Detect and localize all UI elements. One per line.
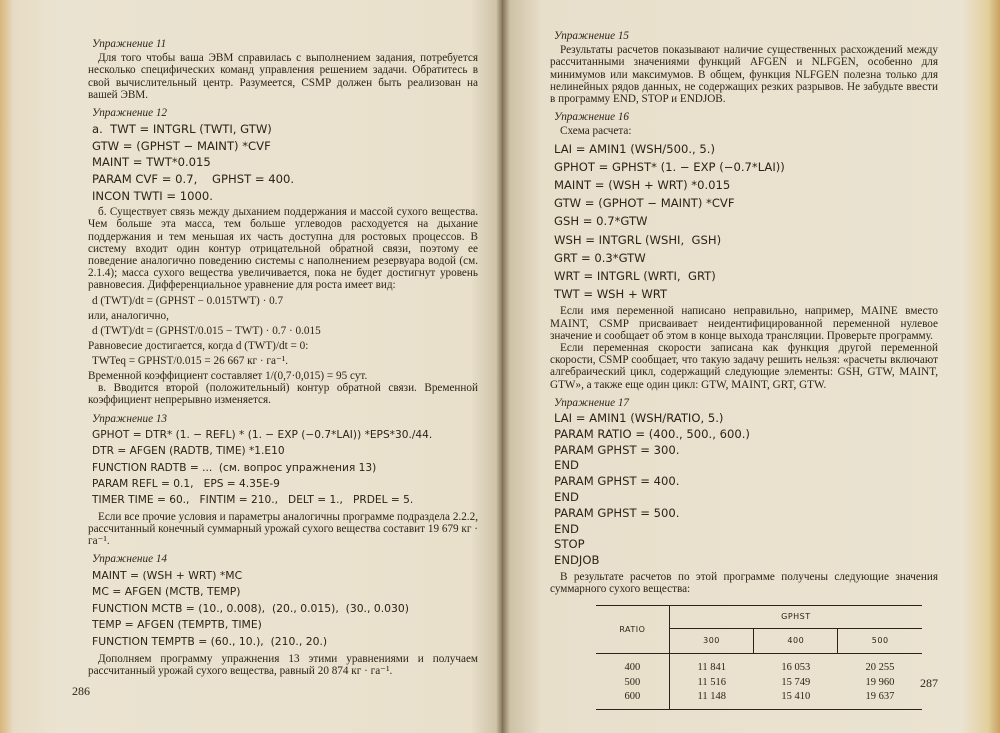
- exercise-17-heading: Упражнение 17: [554, 396, 630, 409]
- exercise-12-text-b: б. Существует связь между дыханием поддержания и массой сухого вещества. Чем больше эта масса, тем больше углеводов расходуется на дыхание поддержания и тем меньшая их часть доступна для ростовых процессов. В систему входит один контур отрицательной обратной связи, поэтому ее поведение аналогично поведению системы с наполнением резервуара водой (см. 2.1.4); масса сухого вещества увеличивается, пока не будет достигнут уровень равновесия. Дифференциальное уравнение для роста имеет вид:: [88, 206, 478, 292]
- table-row: [596, 690, 922, 710]
- code-line: TWT = WSH + WRT: [554, 287, 668, 302]
- code-line: FUNCTION MCTB = (10., 0.008), (20., 0.015), (30., 0.030): [92, 601, 409, 615]
- table-cell: 15 749: [781, 676, 811, 688]
- text-similarly: или, аналогично,: [88, 309, 169, 322]
- exercise-13-code: [92, 427, 478, 509]
- exercise-15-text: Результаты расчетов показывают наличие существенных расхождений между рассчитанными значениями функций AFGEN и NLFGEN, особенно для минимумов или максимумов. В общем, функция NLFGEN полезна только для нелинейных рядов данных, не содержащих резких разрывов. Не забудьте ввести в программу END, STOP и ENDJOB.: [550, 44, 938, 106]
- exercise-17-code: [554, 411, 938, 569]
- table-header-gphst: GPHST: [669, 606, 922, 629]
- code-line: FUNCTION RADTB = ... (см. вопрос упражнения 13): [92, 461, 377, 474]
- code-line: LAI = AMIN1 (WSH/RATIO, 5.): [554, 411, 724, 426]
- code-line: ENDJOB: [554, 553, 600, 568]
- right-page-content: [550, 30, 938, 710]
- table-cell: 11 148: [669, 690, 753, 710]
- code-line: DTR = AFGEN (RADTB, TIME) *1.E10: [92, 445, 285, 458]
- exercise-13-text: Если все прочие условия и параметры аналогичны программе подраздела 2.2.2, рассчитанный конечный суммарный урожай сухого вещества составит 19 679 кг · га⁻¹.: [88, 510, 478, 548]
- table-cell-ratio: 400: [624, 662, 641, 674]
- right-page: [502, 0, 1000, 733]
- code-line: STOP: [554, 537, 585, 552]
- table-cell: 11 516: [669, 676, 753, 690]
- exercise-16-intro: Схема расчета:: [560, 125, 632, 138]
- code-line: MAINT = (WSH + WRT) *MC: [92, 568, 243, 582]
- code-line: INCON TWTI = 1000.: [92, 188, 213, 203]
- exercise-15-heading: Упражнение 15: [554, 30, 630, 42]
- exercise-12-code: [92, 121, 478, 204]
- code-line: PARAM GPHST = 500.: [554, 505, 680, 520]
- code-line: PARAM RATIO = (400., 500., 600.): [554, 426, 750, 441]
- code-line: WRT = INTGRL (WRTI, GRT): [554, 269, 716, 284]
- code-line: FUNCTION TEMPTB = (60., 10.), (210., 20.): [92, 635, 328, 649]
- table-cell: 11 841: [669, 654, 753, 676]
- code-line: END: [554, 458, 579, 473]
- code-line: GPHOT = DTR* (1. − REFL) * (1. − EXP (−0.7*LAI)) *EPS*30./44.: [92, 428, 433, 441]
- exercise-16-code: [554, 140, 938, 304]
- table-col-300: 300: [669, 629, 753, 654]
- text-equilibrium: Равновесие достигается, когда d (TWT)/dt = 0:: [88, 339, 309, 352]
- code-line: TIMER TIME = 60., FINTIM = 210., DELT = 1., PRDEL = 5.: [92, 494, 414, 507]
- code-line: а. TWT = INTGRL (TWTI, GTW): [92, 122, 272, 137]
- exercise-11-text: Для того чтобы ваша ЭВМ справилась с выполнением задания, потребуется несколько специфических команд управления решением задачи. Обратитесь в свой вычислительный центр. Разумеется, CSMP должен быть реализован на вашей ЭВМ.: [88, 52, 478, 101]
- formula-growth-1: d (TWT)/dt = (GPHST − 0.015TWT) · 0.7: [92, 294, 284, 307]
- exercise-12-text-c: в. Вводится второй (положительный) контур обратной связи. Временной коэффициент непрерывно изменяется.: [88, 382, 478, 407]
- code-line: GTW = (GPHOT − MAINT) *CVF: [554, 196, 735, 211]
- results-table: [596, 605, 922, 710]
- code-line: MAINT = (WSH + WRT) *0.015: [554, 178, 731, 193]
- code-line: PARAM GPHST = 300.: [554, 442, 680, 457]
- exercise-12-heading: Упражнение 12: [92, 107, 168, 120]
- formula-equilibrium: TWTeq = GPHST/0.015 = 26 667 кг · га⁻¹.: [92, 355, 289, 368]
- code-line: TEMP = AFGEN (TEMPTB, TIME): [92, 618, 262, 632]
- formula-growth-2: d (TWT)/dt = (GPHST/0.015 − TWT) · 0.7 · 0.015: [92, 324, 321, 337]
- exercise-11-heading: Упражнение 11: [92, 38, 167, 50]
- table-header-ratio: RATIO: [596, 606, 669, 654]
- code-line: MAINT = TWT*0.015: [92, 155, 211, 170]
- code-line: MC = AFGEN (MCTB, TEMP): [92, 585, 241, 599]
- table-cell: 20 255: [865, 662, 895, 674]
- table-row: [596, 676, 922, 690]
- code-line: GRT = 0.3*GTW: [554, 250, 646, 265]
- exercise-16-text-2: Если переменная скорости записана как функция другой переменной скорости, CSMP сообщает, что такую задачу решить нельзя: «расчеты включают алгебраический цикл, содержащий следующие элементы: GSH, GTW, MAINT, GTW», а также еще один цикл: GTW, MAINT, GRT, GTW.: [550, 342, 938, 391]
- code-line: PARAM GPHST = 400.: [554, 474, 680, 489]
- code-line: LAI = AMIN1 (WSH/500., 5.): [554, 141, 715, 156]
- table-col-400: 400: [754, 629, 838, 654]
- code-line: WSH = INTGRL (WSHI, GSH): [554, 232, 722, 247]
- exercise-14-code: [92, 568, 478, 651]
- table-cell-ratio: 600: [624, 690, 641, 702]
- code-line: PARAM CVF = 0.7, GPHST = 400.: [92, 172, 295, 186]
- code-line: GTW = (GPHST − MAINT) *CVF: [92, 138, 271, 153]
- exercise-16-text-1: Если имя переменной написано неправильно, например, MAINE вместо MAINT, CSMP присваивает неидентифицированной переменной нулевое значение и сообщает об этом в конце выхода трансляции. Проверьте программу.: [550, 305, 938, 342]
- table-cell-ratio: 500: [624, 676, 641, 688]
- table-cell: 16 053: [781, 662, 811, 674]
- exercise-13-heading: Упражнение 13: [92, 412, 168, 425]
- table-col-500: 500: [838, 629, 922, 654]
- code-line: GPHOT = GPHST* (1. − EXP (−0.7*LAI)): [554, 159, 785, 174]
- exercise-14-text: Дополняем программу упражнения 13 этими уравнениями и получаем рассчитанный урожай сухого вещества, равный 20 874 кг · га⁻¹.: [88, 652, 478, 677]
- code-line: END: [554, 490, 579, 505]
- table-cell: 15 410: [781, 690, 811, 702]
- page-number-left: 286: [72, 684, 90, 698]
- table-cell: 19 637: [865, 690, 895, 702]
- exercise-16-heading: Упражнение 16: [554, 111, 630, 124]
- code-line: END: [554, 521, 579, 536]
- table-cell: 19 960: [865, 676, 895, 688]
- left-page-content: [88, 38, 478, 677]
- exercise-17-text: В результате расчетов по этой программе получены следующие значения суммарного сухого вещества:: [550, 571, 938, 596]
- code-line: GSH = 0.7*GTW: [554, 214, 648, 229]
- page-number-right: 287: [920, 676, 938, 690]
- exercise-14-heading: Упражнение 14: [92, 553, 168, 566]
- text-time-coefficient: Временной коэффициент составляет 1/(0,7·0,015) = 95 сут.: [88, 370, 368, 383]
- table-row: [596, 654, 922, 676]
- code-line: PARAM REFL = 0.1, EPS = 4.35E-9: [92, 478, 280, 491]
